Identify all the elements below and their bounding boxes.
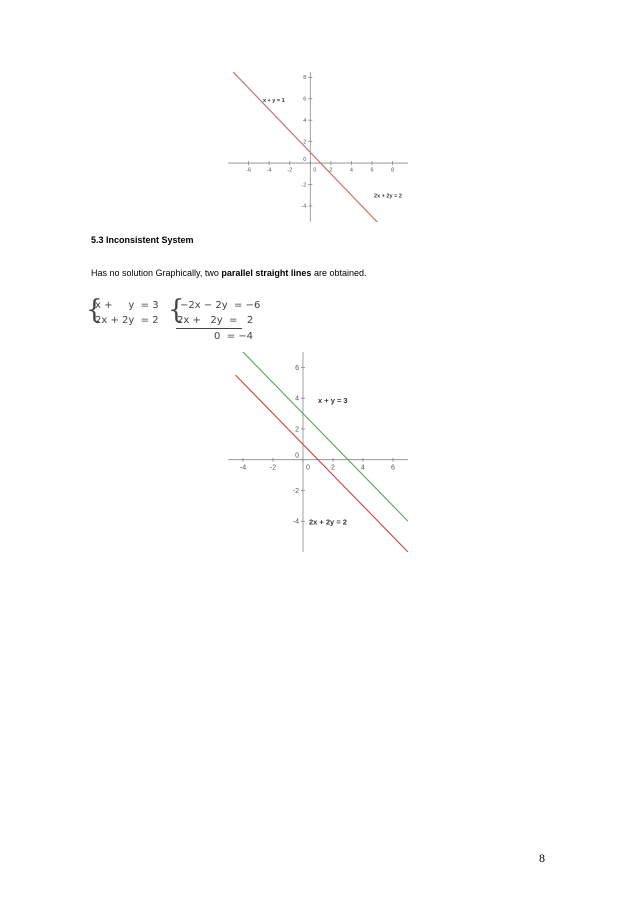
text-bold: parallel straight lines — [221, 268, 312, 278]
y-tick-label: 4 — [303, 117, 307, 124]
x-tick-label: 8 — [391, 167, 395, 174]
y-tick-label: -4 — [301, 203, 307, 210]
x-tick-label: 0 — [313, 167, 317, 174]
x-tick-label: -4 — [266, 167, 272, 174]
graph-parallel-lines — [228, 352, 408, 552]
line-label: 2x + 2y = 2 — [309, 517, 347, 527]
right-brace: { — [168, 295, 185, 325]
y-tick-label: -2 — [292, 487, 299, 495]
x-tick-label: 2 — [329, 167, 333, 174]
y-tick-label: 0 — [303, 157, 307, 164]
system-left-eq2: 2x + 2y = 2 — [95, 315, 159, 326]
sum-rule — [176, 328, 242, 329]
x-tick-label: -6 — [246, 167, 252, 174]
section-heading: 5.3 Inconsistent System — [91, 235, 194, 245]
x-tick-label: 4 — [361, 464, 365, 472]
x-tick-label: 4 — [349, 167, 353, 174]
line-label: 2x + 2y = 2 — [374, 193, 402, 200]
system-right-eq2: 2x + 2y = 2 — [177, 315, 254, 326]
x-tick-label: 0 — [306, 464, 310, 472]
series-line — [236, 352, 409, 521]
page-number: 8 — [539, 851, 545, 865]
left-brace: { — [86, 295, 103, 325]
y-tick-label: 4 — [295, 395, 299, 403]
series-line — [233, 72, 408, 222]
section-body-text — [91, 268, 366, 278]
x-tick-label: -2 — [287, 167, 293, 174]
system-left-eq1: x + y = 3 — [95, 300, 159, 311]
x-tick-label: 2 — [331, 464, 335, 472]
y-tick-label: -4 — [292, 518, 299, 526]
text-after: are obtained. — [311, 268, 367, 278]
series-line — [233, 72, 408, 222]
system-right-eq1: −2x − 2y = −6 — [180, 300, 261, 311]
y-tick-label: 6 — [295, 364, 299, 372]
text-before: Has no solution Graphically, two — [91, 268, 222, 278]
line-label: x + y = 3 — [318, 395, 348, 405]
y-tick-label: 2 — [295, 426, 299, 434]
x-tick-label: 6 — [370, 167, 374, 174]
y-tick-label: 2 — [303, 139, 307, 146]
y-tick-label: 6 — [303, 96, 307, 103]
x-tick-label: 6 — [391, 464, 395, 472]
line-label: x + y = 1 — [262, 98, 285, 104]
system-right-result: 0 = −4 — [214, 331, 254, 342]
x-tick-label: -4 — [239, 464, 247, 472]
y-tick-label: -2 — [301, 182, 307, 189]
y-tick-label: 0 — [295, 452, 299, 460]
x-tick-label: -2 — [269, 464, 277, 472]
y-tick-label: 8 — [303, 75, 307, 82]
graph-coincident-lines — [228, 72, 408, 222]
